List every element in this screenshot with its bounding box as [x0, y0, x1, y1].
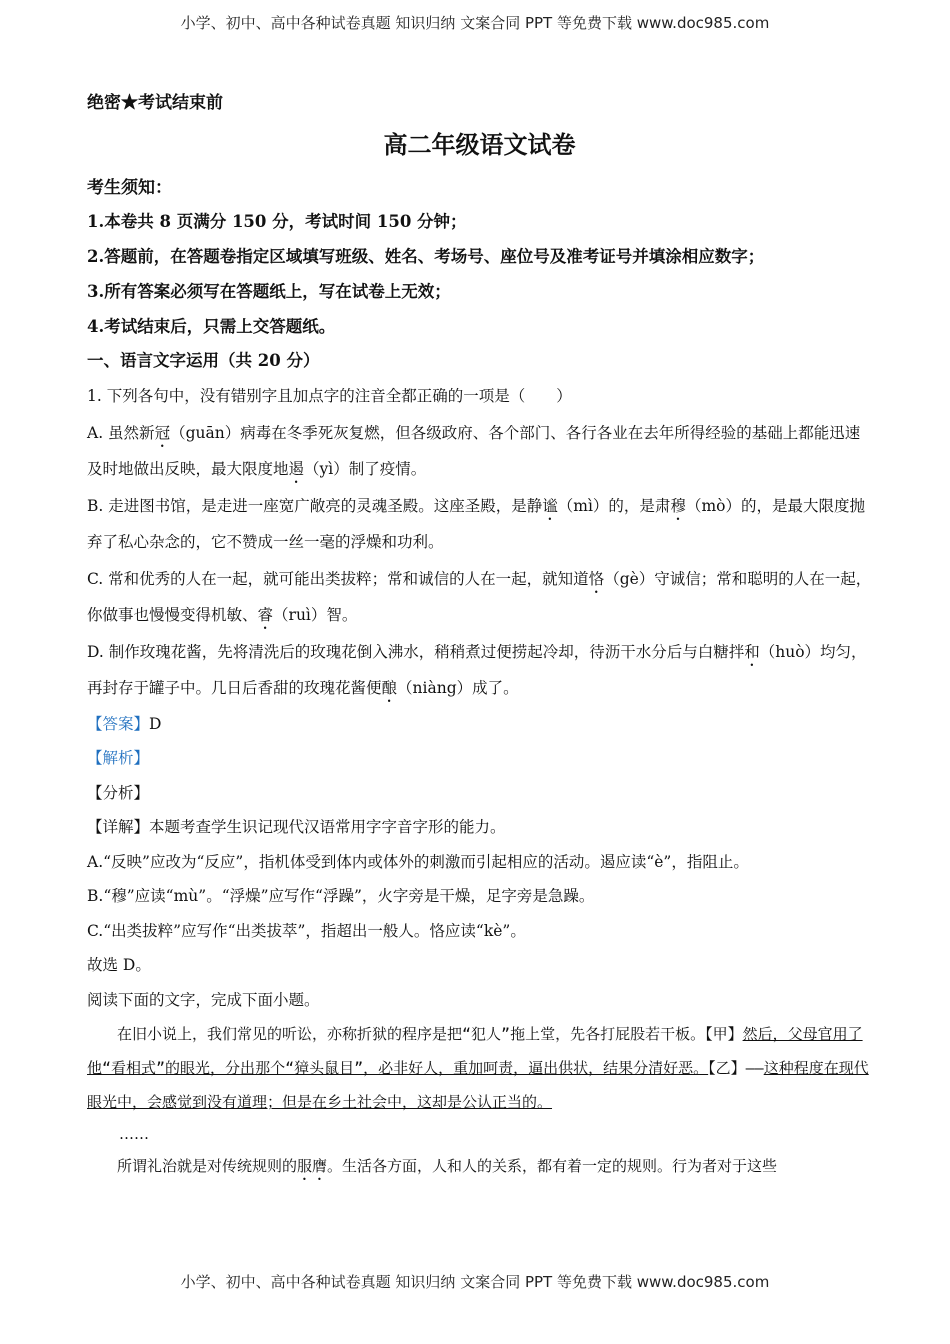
fenxi-label: 【分析】: [87, 783, 150, 802]
option-text: （huò）均匀，再封存于罐子中。几日后香甜的玫瑰花酱便: [87, 642, 867, 697]
dotted-character: 冠: [154, 423, 171, 442]
document-body: [87, 88, 872, 1184]
notice-item: 2.答题前，在答题卷指定区域填写班级、姓名、考场号、座位号及准考证号并填涂相应数字；: [87, 247, 765, 266]
notice-item: 1.本卷共 8 页满分 150 分，考试时间 150 分钟；: [87, 212, 467, 231]
notice-item: 3.所有答案必须写在答题纸上，写在试卷上无效；: [87, 282, 451, 301]
question-1: 1. 下列各句中，没有错别字且加点字的注音全都正确的一项是（ ）: [87, 387, 572, 405]
dotted-character: 酿: [381, 679, 398, 697]
option-text: （niàng）成了。: [397, 679, 519, 697]
passage-ellipsis: ……: [119, 1125, 149, 1143]
answer-label: 【答案】: [87, 714, 150, 733]
option-text: （mò）的，是最大限度抛弃了私心杂念的，它不赞成一丝一毫的浮燥和功利。: [87, 496, 865, 551]
option-text: （yì）制了疫情。: [304, 460, 427, 478]
detail-text: 【详解】本题考查学生识记现代汉语常用字字音字形的能力。: [87, 818, 506, 836]
passage-text: 所谓礼治就是对传统规则的: [117, 1157, 298, 1175]
option-b: [87, 488, 872, 561]
dotted-character: 恪: [588, 569, 605, 588]
dotted-character: 和: [744, 642, 760, 661]
notice-item: 4.考试结束后，只需上交答题纸。: [87, 317, 336, 336]
dotted-character: 遏: [288, 460, 305, 478]
passage-paragraph-1: [87, 1017, 872, 1119]
option-text: （ruì）智。: [273, 606, 358, 624]
explanation-b: B.“穆”应读“mù”。“浮燥”应写作“浮躁”，火字旁是干燥，足字旁是急躁。: [87, 887, 595, 905]
option-d: [87, 634, 872, 707]
reading-instruction: 阅读下面的文字，完成下面小题。: [87, 990, 320, 1009]
answer-line: [87, 707, 872, 742]
notice-heading: 考生须知：: [87, 178, 172, 198]
explanation-c: C.“出类拔粹”应写作“出类拔萃”，指超出一般人。恪应读“kè”。: [87, 921, 526, 940]
confidential-label: 绝密★考试结束前: [87, 93, 223, 113]
analysis-label: 【解析】: [87, 749, 150, 767]
option-text: D. 制作玫瑰花酱，先将清洗后的玫瑰花倒入沸水，稍稍煮过便捞起冷却，待沥干水分后与白糖拌: [87, 642, 745, 661]
option-text: C. 常和优秀的人在一起，就可能出类拔粹；常和诚信的人在一起，就知道: [87, 569, 589, 588]
option-c: [87, 561, 872, 634]
section-heading: 一、语言文字运用（共 20 分）: [87, 351, 320, 370]
option-text: （guān）病毒在冬季死灰复燃，但各级政府、各个部门、各行各业在去年所得经验的基础上都能迅速及时地做出反映，最大限度地: [87, 423, 861, 478]
page-header: 小学、初中、高中各种试卷真题 知识归纳 文案合同 PPT 等免费下载 www.doc985.com: [180, 14, 770, 32]
dotted-word: 服膺: [297, 1157, 328, 1175]
dotted-character: 穆: [670, 496, 686, 515]
final-choice: 故选 D。: [87, 956, 151, 974]
answer-value: D: [149, 714, 162, 733]
dotted-character: 谧: [542, 496, 558, 515]
passage-text: 。生活各方面，人和人的关系，都有着一定的规则。行为者对于这些: [327, 1157, 778, 1175]
page-title: 高二年级语文试卷: [383, 130, 576, 159]
option-text: B. 走进图书馆，是走进一座宽广敞亮的灵魂圣殿。这座圣殿，是静: [87, 496, 543, 515]
option-text: A. 虽然新: [87, 423, 155, 442]
passage-text: 在旧小说上，我们常见的听讼，亦称折狱的程序是把“犯人”拖上堂，先各打屁股若干板。【甲】: [117, 1025, 743, 1043]
page-footer: 小学、初中、高中各种试卷真题 知识归纳 文案合同 PPT 等免费下载 www.doc985.com: [180, 1273, 770, 1291]
dotted-character: 睿: [257, 606, 274, 624]
passage-text: 【乙】——: [708, 1059, 764, 1077]
explanation-a: A.“反映”应改为“反应”，指机体受到体内或体外的刺激而引起相应的活动。遏应读“è”，指阻止。: [87, 852, 749, 871]
option-text: （gè）守诚信；常和聪明的人在一起，你做事也慢慢变得机敏、: [87, 569, 872, 624]
underlined-passage: 这种程度在现代眼光中，会感觉到没有道理；但是在乡土社会中，这却是公认正当的。: [87, 1059, 869, 1111]
underlined-passage: 然后，父母官用了他“看相式”的眼光，分出那个“獐头鼠目”，必非好人，重加呵责，逼出供状，结果分清好恶。: [87, 1025, 863, 1077]
option-text: （mì）的，是肃: [557, 496, 671, 515]
passage-paragraph-2: [87, 1149, 872, 1184]
option-a: [87, 415, 872, 488]
